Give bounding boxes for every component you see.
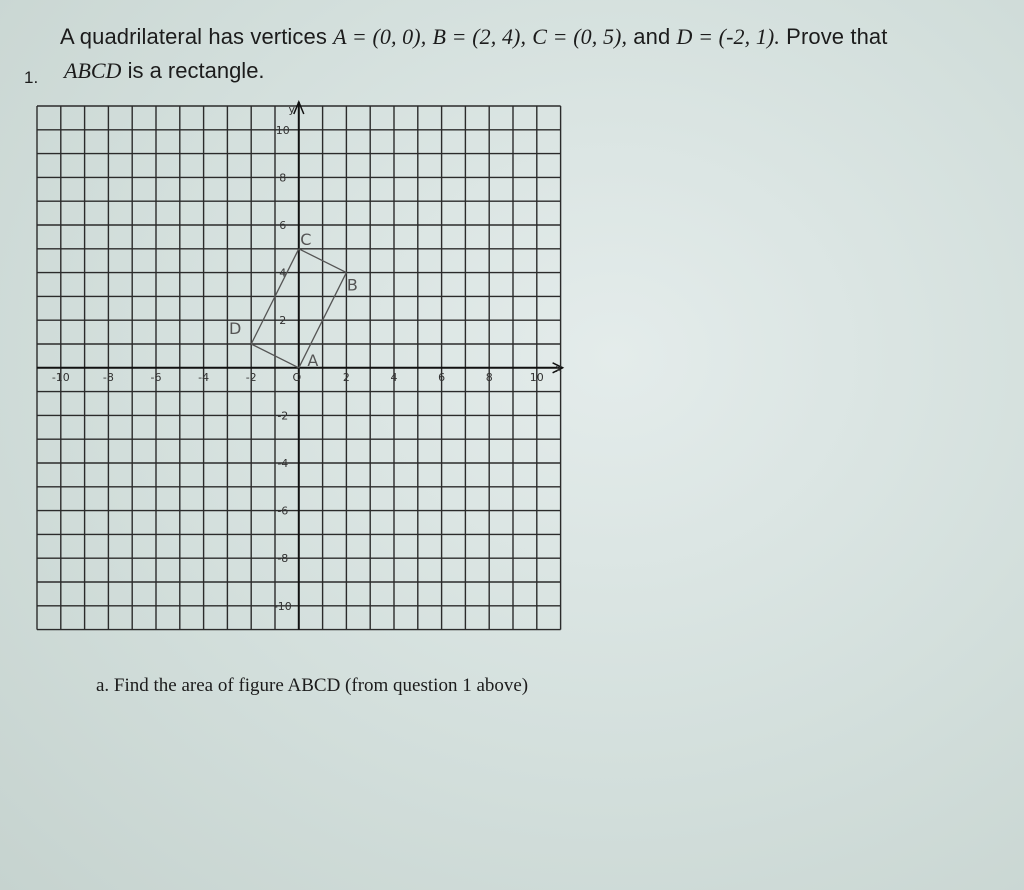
- vertex-d-coord: D = (-2, 1).: [676, 24, 780, 49]
- x-axis-label: x: [555, 361, 562, 375]
- vertex-label-d: D: [229, 319, 242, 338]
- figure-name: ABCD: [64, 58, 122, 83]
- x-tick-label: 10: [529, 370, 544, 384]
- y-tick-label: 2: [279, 314, 287, 328]
- x-tick-label: 8: [485, 370, 493, 384]
- y-tick-label: -6: [277, 504, 289, 518]
- y-tick-label: 4: [279, 266, 287, 280]
- x-tick-label: -8: [102, 370, 114, 384]
- vertex-b-coord: B = (2, 4),: [432, 24, 527, 49]
- x-tick-label: -2: [245, 370, 257, 384]
- vertex-a-coord: A = (0, 0),: [333, 24, 427, 49]
- y-tick-label: 8: [279, 171, 287, 185]
- y-tick-label: 10: [275, 123, 290, 137]
- x-tick-label: -6: [150, 370, 162, 384]
- vertex-label-a: A: [307, 350, 319, 370]
- x-tick-label: 2: [342, 370, 350, 384]
- x-tick-label: 6: [438, 370, 446, 384]
- vertex-label-b: B: [346, 275, 358, 295]
- subquestion-a: a. Find the area of figure ABCD (from question 1 above): [96, 675, 529, 696]
- question-and: and: [633, 24, 671, 49]
- question-number: 1.: [24, 68, 39, 87]
- y-tick-label: -4: [277, 457, 289, 470]
- y-tick-label: 6: [279, 219, 287, 232]
- y-tick-label: -10: [273, 599, 292, 613]
- question-lead: A quadrilateral has vertices: [60, 24, 327, 49]
- x-tick-label: -4: [198, 370, 210, 384]
- vertex-label-c: C: [300, 229, 312, 249]
- x-tick-label: 4: [390, 370, 398, 384]
- y-tick-label: -2: [277, 409, 289, 423]
- question-tail: Prove that: [786, 24, 888, 49]
- y-axis-label: y: [288, 103, 296, 116]
- figure-claim: is a rectangle.: [127, 58, 265, 83]
- y-tick-label: -8: [277, 552, 289, 566]
- x-tick-label: -10: [51, 370, 70, 384]
- x-tick-label: O: [292, 370, 302, 384]
- vertex-c-coord: C = (0, 5),: [532, 24, 628, 49]
- quadrilateral-figure: [229, 230, 358, 370]
